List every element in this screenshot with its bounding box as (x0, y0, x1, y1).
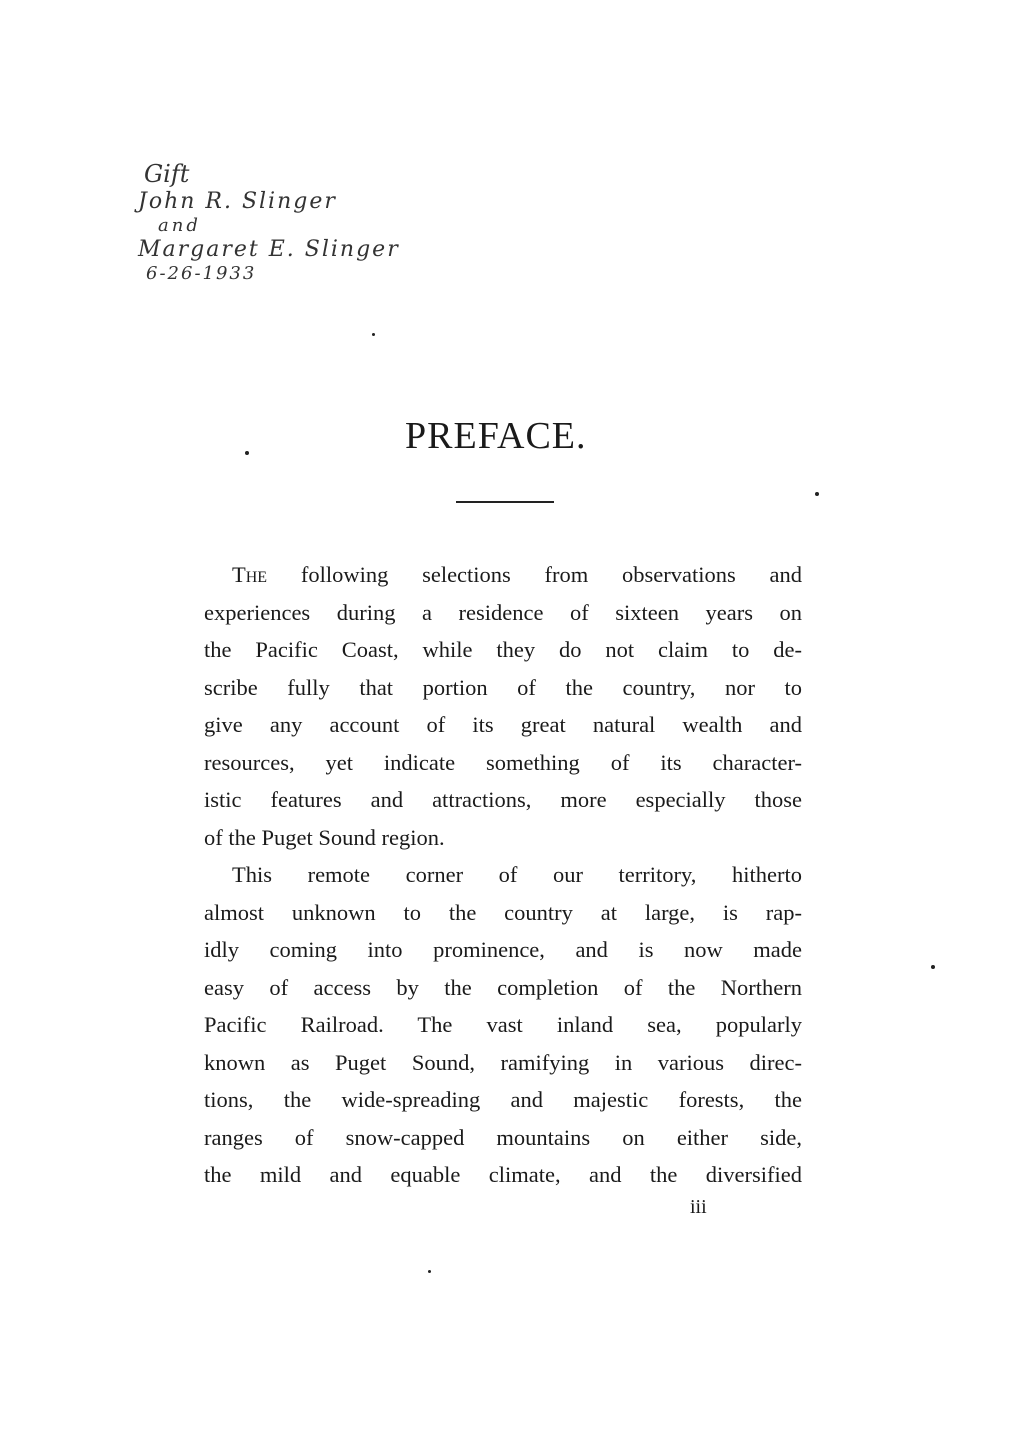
preface-body (204, 556, 802, 1194)
text-line: This remote corner of our territory, hitherto (232, 862, 802, 887)
text-line (204, 556, 802, 594)
scan-speck (245, 451, 249, 455)
title-rule (456, 501, 554, 503)
text-line: the Pacific Coast, while they do not claim to de- (204, 637, 802, 662)
handwritten-inscription (138, 160, 438, 285)
text-line: of the Puget Sound region. (204, 824, 445, 850)
scan-speck (372, 333, 375, 336)
inscription-line: and (158, 215, 201, 237)
first-line-rest: following selections from observations and (300, 562, 802, 587)
text-line: Pacific Railroad. The vast inland sea, popularly (204, 1012, 802, 1037)
lead-word: The (232, 562, 268, 587)
scan-speck (815, 492, 819, 496)
inscription-line: 6-26-1933 (146, 263, 257, 285)
inscription-line: John R. Slinger (138, 188, 337, 214)
page-number: iii (690, 1196, 707, 1218)
inscription-line: Margaret E. Slinger (138, 236, 400, 262)
inscription-line: Gift (144, 160, 190, 188)
text-line: experiences during a residence of sixteen years on (204, 599, 802, 625)
scan-speck (428, 1270, 431, 1273)
text-line: the mild and equable climate, and the diversified (204, 1162, 802, 1187)
text-line: istic features and attractions, more especially those (204, 787, 802, 812)
text-line: ranges of snow-capped mountains on either side, (204, 1124, 802, 1150)
text-line: idly coming into prominence, and is now made (204, 937, 802, 962)
text-line: tions, the wide-spreading and majestic forests, the (204, 1087, 802, 1112)
text-line: easy of access by the completion of the Northern (204, 974, 802, 1000)
text-line: resources, yet indicate something of its character- (204, 749, 802, 775)
page-title: PREFACE. (405, 415, 587, 457)
text-line: scribe fully that portion of the country, nor to (204, 674, 802, 700)
scan-speck (931, 965, 935, 969)
text-line: give any account of its great natural wealth and (204, 712, 802, 737)
text-line: known as Puget Sound, ramifying in various direc- (204, 1049, 802, 1075)
text-line: almost unknown to the country at large, is rap- (204, 899, 802, 925)
